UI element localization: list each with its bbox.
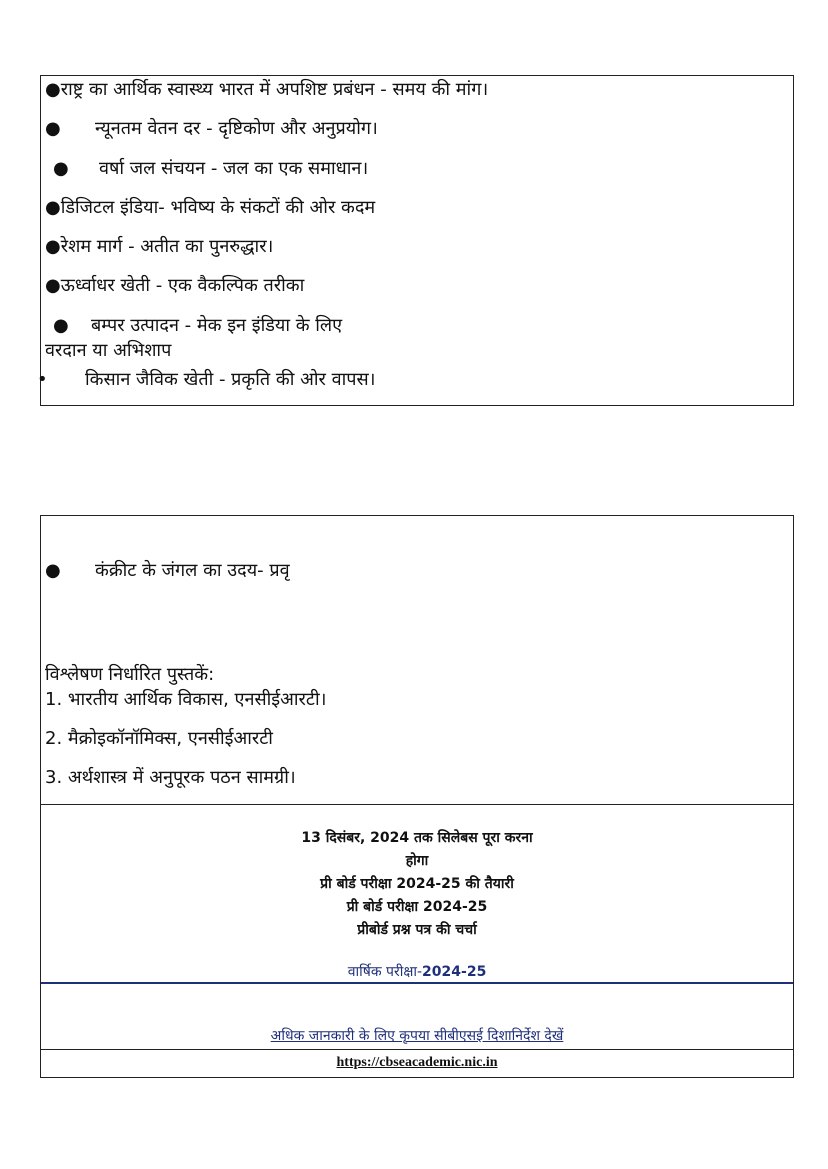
topic-text: न्यूनतम वेतन दर - दृष्टिकोण और अनुप्रयोग। — [95, 118, 378, 139]
topic-item — [45, 79, 488, 101]
more-info-link[interactable]: अधिक जानकारी के लिए कृपया सीबीएसई दिशानिर्देश देखें — [270, 1028, 564, 1044]
bullet-icon: ● — [45, 236, 61, 257]
schedule-line: प्रीबोर्ड प्रश्न पत्र की चर्चा — [357, 922, 477, 938]
topic-item — [53, 315, 342, 337]
bullet-icon: ● — [45, 118, 61, 139]
topic-text: किसान जैविक खेती - प्रकृति की ओर वापस। — [85, 369, 376, 390]
website-link[interactable]: https://cbseacademic.nic.in — [336, 1055, 498, 1070]
topic-item — [37, 369, 375, 391]
topic-text: राष्ट्र का आर्थिक स्वास्थ्य भारत में अपशिष्ट प्रबंधन - समय की मांग। — [60, 79, 489, 100]
books-heading: विश्लेषण निर्धारित पुस्तकें: — [45, 664, 215, 685]
bullet-icon: • — [37, 369, 48, 390]
topic-item — [45, 560, 290, 582]
divider — [41, 1049, 793, 1050]
details-box — [40, 515, 794, 1078]
topic-item — [53, 158, 368, 180]
topic-item — [45, 118, 378, 140]
topic-text: वर्षा जल संचयन - जल का एक समाधान। — [99, 158, 369, 179]
topic-item — [45, 340, 171, 362]
topic-item — [45, 236, 273, 258]
book-item: 3. अर्थशास्त्र में अनुपूरक पठन सामग्री। — [45, 767, 296, 788]
topic-text: बम्पर उत्पादन - मेक इन इंडिया के लिए — [91, 315, 343, 336]
bullet-icon: ● — [45, 275, 61, 296]
book-item: 2. मैक्रोइकॉनॉमिक्स, एनसीईआरटी — [45, 728, 273, 749]
topic-item — [45, 197, 375, 219]
topic-text: ऊर्ध्वाधर खेती - एक वैकल्पिक तरीका — [60, 275, 305, 296]
topic-text: वरदान या अभिशाप — [45, 340, 172, 361]
accent-divider — [41, 982, 793, 984]
bullet-icon: ● — [45, 79, 61, 100]
bullet-icon: ● — [53, 315, 69, 336]
topic-item — [45, 275, 304, 297]
annual-exam-label: वार्षिक परीक्षा- — [347, 964, 423, 980]
topic-text: डिजिटल इंडिया- भविष्य के संकटों की ओर कदम — [60, 197, 376, 218]
bullet-icon: ● — [45, 197, 61, 218]
annual-exam — [41, 962, 793, 981]
topic-text: कंक्रीट के जंगल का उदय- प्रवृ — [95, 560, 290, 581]
bullet-icon: ● — [53, 158, 69, 179]
bullet-icon: ● — [45, 560, 61, 581]
topic-text: रेशम मार्ग - अतीत का पुनरुद्धार। — [60, 236, 274, 257]
annual-exam-year: 2024-25 — [422, 964, 487, 980]
schedule-line: होगा — [405, 853, 429, 869]
divider — [41, 804, 793, 805]
book-item: 1. भारतीय आर्थिक विकास, एनसीईआरटी। — [45, 689, 327, 710]
schedule-line: प्री बोर्ड परीक्षा 2024-25 की तैयारी — [320, 876, 514, 892]
topics-box — [37, 75, 794, 406]
schedule-line: 13 दिसंबर, 2024 तक सिलेबस पूरा करना — [301, 830, 533, 846]
schedule-line: प्री बोर्ड परीक्षा 2024-25 — [346, 899, 488, 915]
